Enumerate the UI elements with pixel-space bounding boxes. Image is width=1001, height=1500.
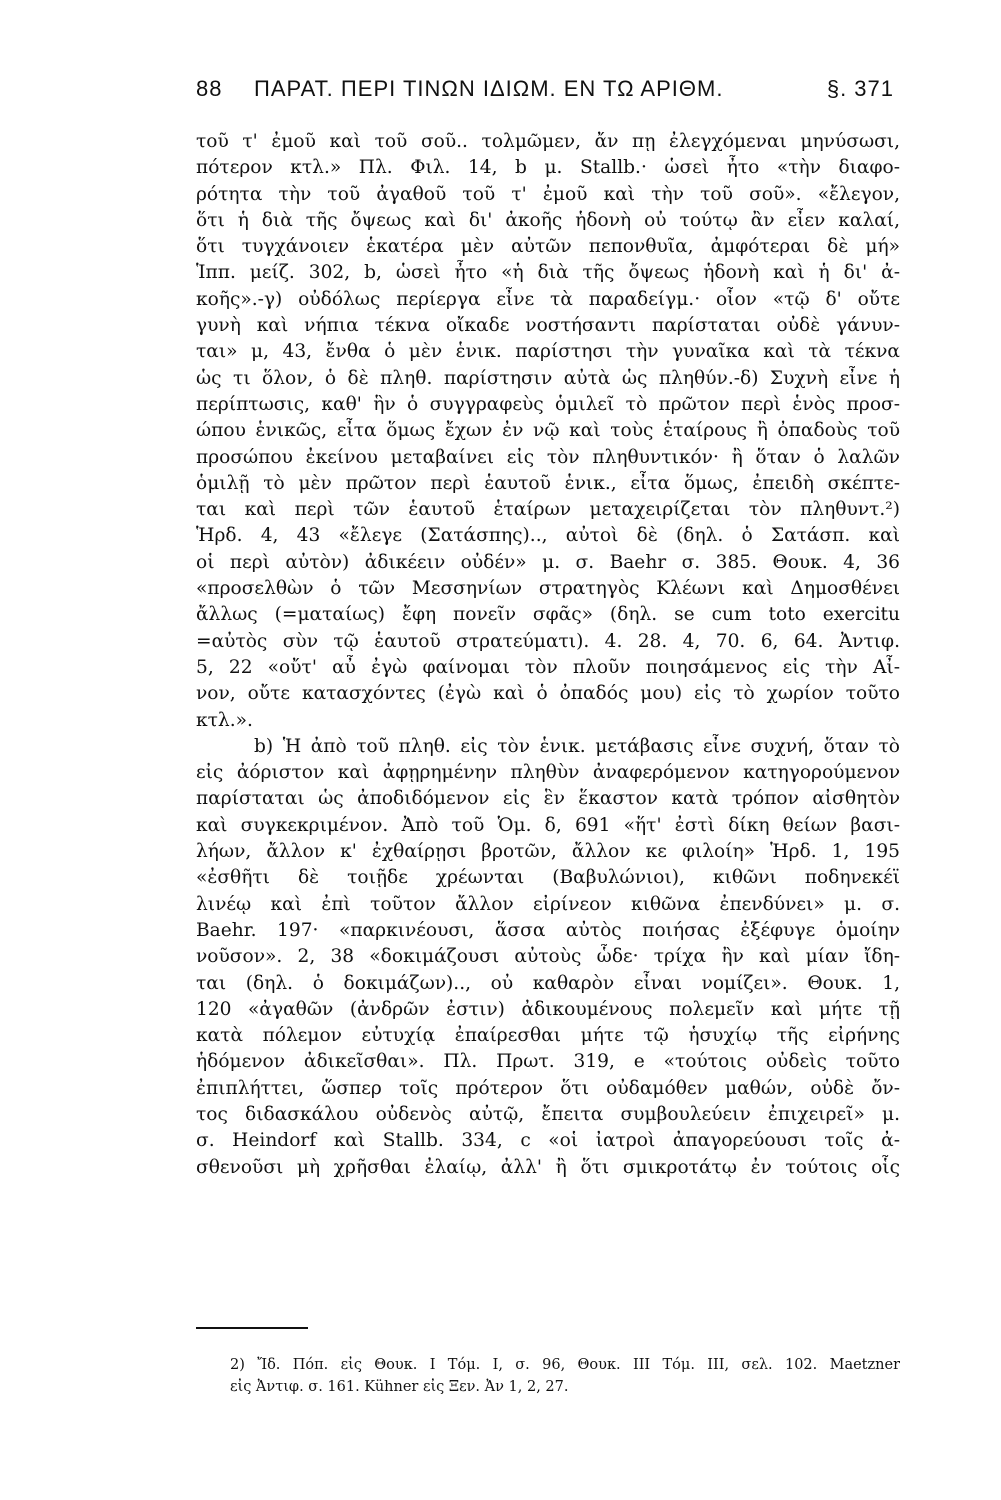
- text-line: 120 «ἀγαθῶν (ἀνδρῶν ἐστιν) ἀδικουμένους πολεμεῖν καὶ μήτε τῇ: [196, 998, 900, 1020]
- text-line: λήων, ἄλλον κ' ἐχθαίρῃσι βροτῶν, ἄλλον κε φιλοίη» Ἡρδ. 1, 195: [196, 841, 900, 863]
- text-line: ἄλλως (=ματαίως) ἔφη πονεῖν σφᾶς» (δηλ. se cum toto exercitu: [196, 604, 900, 626]
- text-line: προσώπου ἐκείνου μεταβαίνει εἰς τὸν πληθυντικόν· ἢ ὅταν ὁ λαλῶν: [196, 446, 900, 468]
- running-title: ΠΑΡΑΤ. ΠΕΡΙ ΤΙΝΩΝ ΙΔΙΩΜ. ΕΝ ΤΩ ΑΡΙΘΜ.: [254, 76, 724, 101]
- text-line: πότερον κτλ.» Πλ. Φιλ. 14, b μ. Stallb.· ὡσεὶ ἦτο «τὴν διαφο-: [196, 157, 900, 179]
- text-line: κτλ.».: [196, 709, 253, 731]
- text-line: 5, 22 «οὔτ' αὖ ἐγὼ φαίνομαι τὸν πλοῦν ποιησάμενος εἰς τὴν Αἶ-: [196, 656, 900, 678]
- text-line: κοῆς».-γ) οὐδόλως περίεργα εἶνε τὰ παραδείγμ.· οἷον «τῷ δ' οὔτε: [196, 288, 900, 310]
- body-text: [196, 129, 900, 1181]
- text-line: ὡς τι ὅλον, ὁ δὲ πληθ. παρίστησιν αὐτὰ ὡς πληθύν.-δ) Συχνὴ εἶνε ἡ: [196, 367, 900, 389]
- text-line: ώπου ἑνικῶς, εἶτα ὅμως ἔχων ἐν νῷ καὶ τοὺς ἑταίρους ἢ ὀπαδοὺς τοῦ: [196, 420, 900, 442]
- text-line: λινέῳ καὶ ἐπὶ τοῦτον ἄλλον εἰρίνεον κιθῶνα ἐπενδύνει» μ. σ.: [196, 893, 900, 915]
- text-line: οἱ περὶ αὐτὸν) ἀδικέειν οὐδέν» μ. σ. Baehr σ. 385. Θουκ. 4, 36: [196, 551, 900, 573]
- text-line: ται (δηλ. ὁ δοκιμάζων).., οὐ καθαρὸν εἶναι νομίζει». Θουκ. 1,: [196, 972, 900, 994]
- footnote-line: 2) Ἴδ. Πόπ. εἰς Θουκ. Ι Τόμ. Ι, σ. 96, Θουκ. ΙΙΙ Τόμ. ΙΙΙ, σελ. 102. Maetzner: [230, 1357, 900, 1373]
- text-line: κατὰ πόλεμον εὐτυχίᾳ ἐπαίρεσθαι μήτε τῷ ἡσυχίῳ τῆς εἰρήνης: [196, 1025, 900, 1047]
- text-line: εἰς ἀόριστον καὶ ἀφῃρημένην πληθὺν ἀναφερόμενον κατηγορούμενον: [196, 762, 900, 784]
- text-line: =αὐτὸς σὺν τῷ ἑαυτοῦ στρατεύματι). 4. 28. 4, 70. 6, 64. Ἀντιφ.: [196, 630, 900, 652]
- text-line: σ. Heindorf καὶ Stallb. 334, c «οἱ ἰατροὶ ἀπαγορεύουσι τοῖς ἀ-: [196, 1130, 900, 1152]
- text-line: παρίσταται ὡς ἀποδιδόμενον εἰς ἓν ἕκαστον κατὰ τρόπον αἰσθητὸν: [196, 788, 900, 810]
- page-number: 88: [196, 76, 223, 101]
- footnote-line: εἰς Ἀντιφ. σ. 161. Kühner εἰς Ξεν. Ἀν 1, 2, 27.: [230, 1379, 569, 1395]
- text-line: ρότητα τὴν τοῦ ἀγαθοῦ τοῦ τ' ἐμοῦ καὶ τὴν τοῦ σοῦ». «ἔλεγον,: [196, 183, 900, 205]
- text-line: b) Ἡ ἀπὸ τοῦ πληθ. εἰς τὸν ἑνικ. μετάβασις εἶνε συχνή, ὅταν τὸ: [254, 735, 900, 757]
- text-line: ται» μ, 43, ἔνθα ὁ μὲν ἑνικ. παρίστησι τὴν γυναῖκα καὶ τὰ τέκνα: [196, 341, 900, 363]
- text-line: «ἐσθῆτι δὲ τοιῇδε χρέωνται (Βαβυλώνιοι), κιθῶνι ποδηνεκέϊ: [196, 867, 900, 889]
- text-line: Ἱππ. μείζ. 302, b, ὡσεὶ ἦτο «ἡ διὰ τῆς ὄψεως ἡδονὴ καὶ ἡ δι' ἀ-: [196, 262, 900, 284]
- footnote: [230, 1354, 900, 1398]
- text-line: τος διδασκάλου οὐδενὸς αὐτῷ, ἔπειτα συμβουλεύειν ἐπιχειρεῖ» μ.: [196, 1103, 900, 1125]
- section-number: §. 371: [826, 76, 894, 101]
- text-line: περίπτωσις, καθ' ἣν ὁ συγγραφεὺς ὁμιλεῖ τὸ πρῶτον περὶ ἑνὸς προσ-: [196, 393, 900, 415]
- running-header: [196, 76, 896, 116]
- text-line: γυνὴ καὶ νήπια τέκνα οἴκαδε νοστήσαντι παρίσταται οὐδὲ γάνυν-: [196, 315, 900, 337]
- text-line: ἐπιπλήττει, ὥσπερ τοῖς πρότερον ὅτι οὐδαμόθεν μαθών, οὐδὲ ὄν-: [196, 1077, 900, 1099]
- text-line: νον, οὔτε κατασχόντες (ἐγὼ καὶ ὁ ὀπαδός μου) εἰς τὸ χωρίον τοῦτο: [196, 683, 900, 705]
- text-line: ὁμιλῇ τὸ μὲν πρῶτον περὶ ἑαυτοῦ ἑνικ., εἶτα ὅμως, ἐπειδὴ σκέπτε-: [196, 472, 900, 494]
- text-line: ὅτι τυγχάνοιεν ἑκατέρα μὲν αὐτῶν πεπονθυῖα, ἀμφότεραι δὲ μή»: [196, 236, 900, 258]
- text-line: ὅτι ἡ διὰ τῆς ὄψεως καὶ δι' ἀκοῆς ἡδονὴ οὐ τούτῳ ἂν εἶεν καλαί,: [196, 209, 900, 231]
- text-line: σθενοῦσι μὴ χρῆσθαι ἐλαίῳ, ἀλλ' ἢ ὅτι σμικροτάτῳ ἐν τούτοις οἷς: [196, 1156, 900, 1178]
- text-line: νοῦσον». 2, 38 «δοκιμάζουσι αὐτοὺς ὧδε· τρίχα ἢν καὶ μίαν ἴδη-: [196, 946, 900, 968]
- text-line: Ἡρδ. 4, 43 «ἔλεγε (Σατάσπης).., αὐτοὶ δὲ (δηλ. ὁ Σατάσπ. καὶ: [196, 525, 900, 547]
- text-line: ται καὶ περὶ τῶν ἑαυτοῦ ἑταίρων μεταχειρίζεται τὸν πληθυντ.²): [196, 499, 900, 521]
- text-line: Baehr. 197· «παρκινέουσι, ἅσσα αὐτὸς ποιήσας ἐξέφυγε ὁμοίην: [196, 919, 900, 941]
- text-line: ἡδόμενον ἀδικεῖσθαι». Πλ. Πρωτ. 319, e «τούτοις οὐδεὶς τοῦτο: [196, 1051, 900, 1073]
- footnote-rule: [196, 1327, 308, 1329]
- text-line: «προσελθὼν ὁ τῶν Μεσσηνίων στρατηγὸς Κλέωνι καὶ Δημοσθένει: [196, 578, 900, 600]
- text-line: καὶ συγκεκριμένον. Ἀπὸ τοῦ Ὁμ. δ, 691 «ἥτ' ἐστὶ δίκη θείων βασι-: [196, 814, 900, 836]
- text-line: τοῦ τ' ἐμοῦ καὶ τοῦ σοῦ.. τολμῶμεν, ἄν πῃ ἐλεγχόμεναι μηνύσωσι,: [196, 131, 900, 152]
